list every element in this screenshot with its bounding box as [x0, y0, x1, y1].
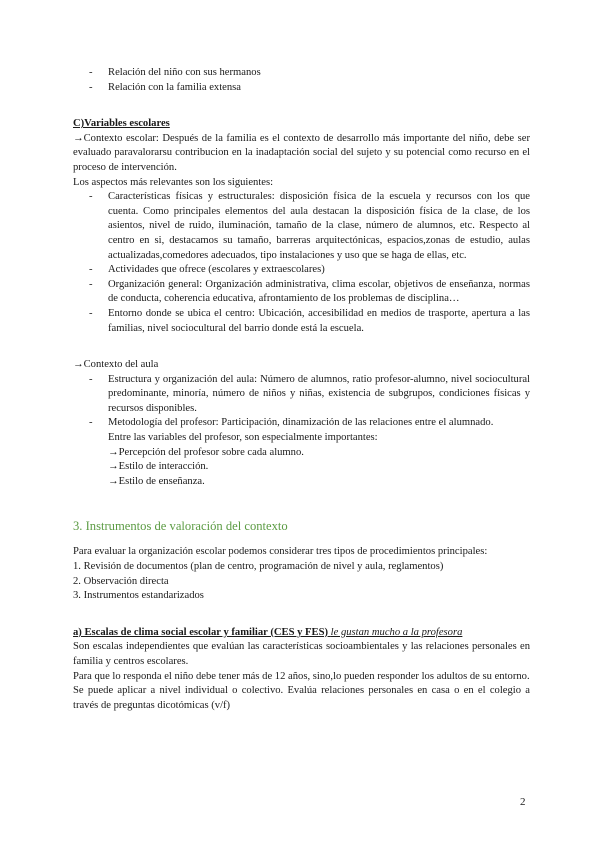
list-item: - Entorno donde se ubica el centro: Ubicación, accesibilidad en medios de trasporte, apertura a las familias, nivel sociocultural del barrio donde está la escuela.: [89, 307, 530, 334]
section-item: 1. Revisión de documentos (plan de centro, programación de nivel y aula, reglamentos): [73, 561, 444, 573]
aspectos-list: [73, 190, 530, 336]
section-item: 3. Instrumentos estandarizados: [73, 590, 204, 602]
aula-list: [73, 373, 530, 431]
list-item: - Actividades que ofrece (escolares y extraescolares): [89, 264, 325, 276]
list-item: - Características físicas y estructurales: disposición física de la escuela y recursos con los que cuenta. Como principales elementos del aula destacan la disposición física de la clase, de los asientos, nivel de ruido, iluminación, tamaño de la clase, número de alumnos, etc. Respecto al centro en si, destacamos su tamaño, barreras arquitectónicas, espacios,zonas de estudio, aulas actualizadas,comedores adecuados, tipo instalaciones y uso que se haga de ellas, etc.: [89, 191, 530, 261]
aspectos-intro: Los aspectos más relevantes son los siguientes:: [73, 176, 274, 188]
section-item: 2. Observación directa: [73, 575, 169, 587]
profesor-item: →Estilo de enseñanza.: [108, 475, 205, 487]
family-list: [73, 66, 530, 95]
list-item: - Estructura y organización del aula: Número de alumnos, ratio profesor-alumno, nivel sociocultural predominante, minoría, número de niños y niñas, existencia de subgrupos, condiciones físicas y recursos disponibles.: [89, 373, 530, 414]
scales-paragraph: Para que lo responda el niño debe tener más de 12 años, sino,lo pueden responder los adultos de su entorno.: [73, 670, 530, 682]
profesor-item: →Percepción del profesor sobre cada alumno.: [108, 446, 304, 458]
contexto-escolar-paragraph: →Contexto escolar: Después de la familia es el contexto de desarrollo más importante del niño, debe ser evaluado paravalorarsu contribucion en la inadaptación social del sujeto y su potencial como recurso en el proceso de intervención.: [73, 132, 530, 173]
list-item: - Organización general: Organización administrativa, clima escolar, objetivos de enseñanza, normas de conducta, coherencia educativa, afrontamiento de los problemas de disciplina…: [89, 278, 530, 305]
scales-heading: a) Escalas de clima social escolar y familiar (CES y FES) le gustan mucho a la profesora: [73, 626, 463, 638]
list-item: - Relación del niño con sus hermanos: [89, 67, 261, 78]
variables-heading: C)Variables escolares: [73, 118, 170, 130]
scales-note: le gustan mucho a la profesora: [330, 626, 463, 638]
profesor-item: →Estilo de interacción.: [108, 461, 209, 473]
list-item: - Relación con la familia extensa: [89, 81, 241, 93]
scales-paragraph: Son escalas independientes que evalúan las características socioambientales y las relaciones personales en familia y centros escolares.: [73, 641, 530, 667]
section-title: 3. Instrumentos de valoración del contexto: [73, 519, 288, 534]
section-intro: Para evaluar la organización escolar podemos considerar tres tipos de procedimientos principales:: [73, 546, 488, 558]
page-number: 2: [520, 796, 526, 808]
profesor-intro: Entre las variables del profesor, son especialmente importantes:: [108, 432, 378, 444]
scales-paragraph: Se puede aplicar a nivel individual o colectivo. Evalúa relaciones personales en casa o en el colegio a través de preguntas dicotómicas (v/f): [73, 685, 530, 711]
contexto-aula-heading: →Contexto del aula: [73, 359, 159, 371]
document-page: [73, 66, 530, 713]
list-item: - Metodología del profesor: Participación, dinamización de las relaciones entre el alumnado.: [89, 417, 494, 429]
